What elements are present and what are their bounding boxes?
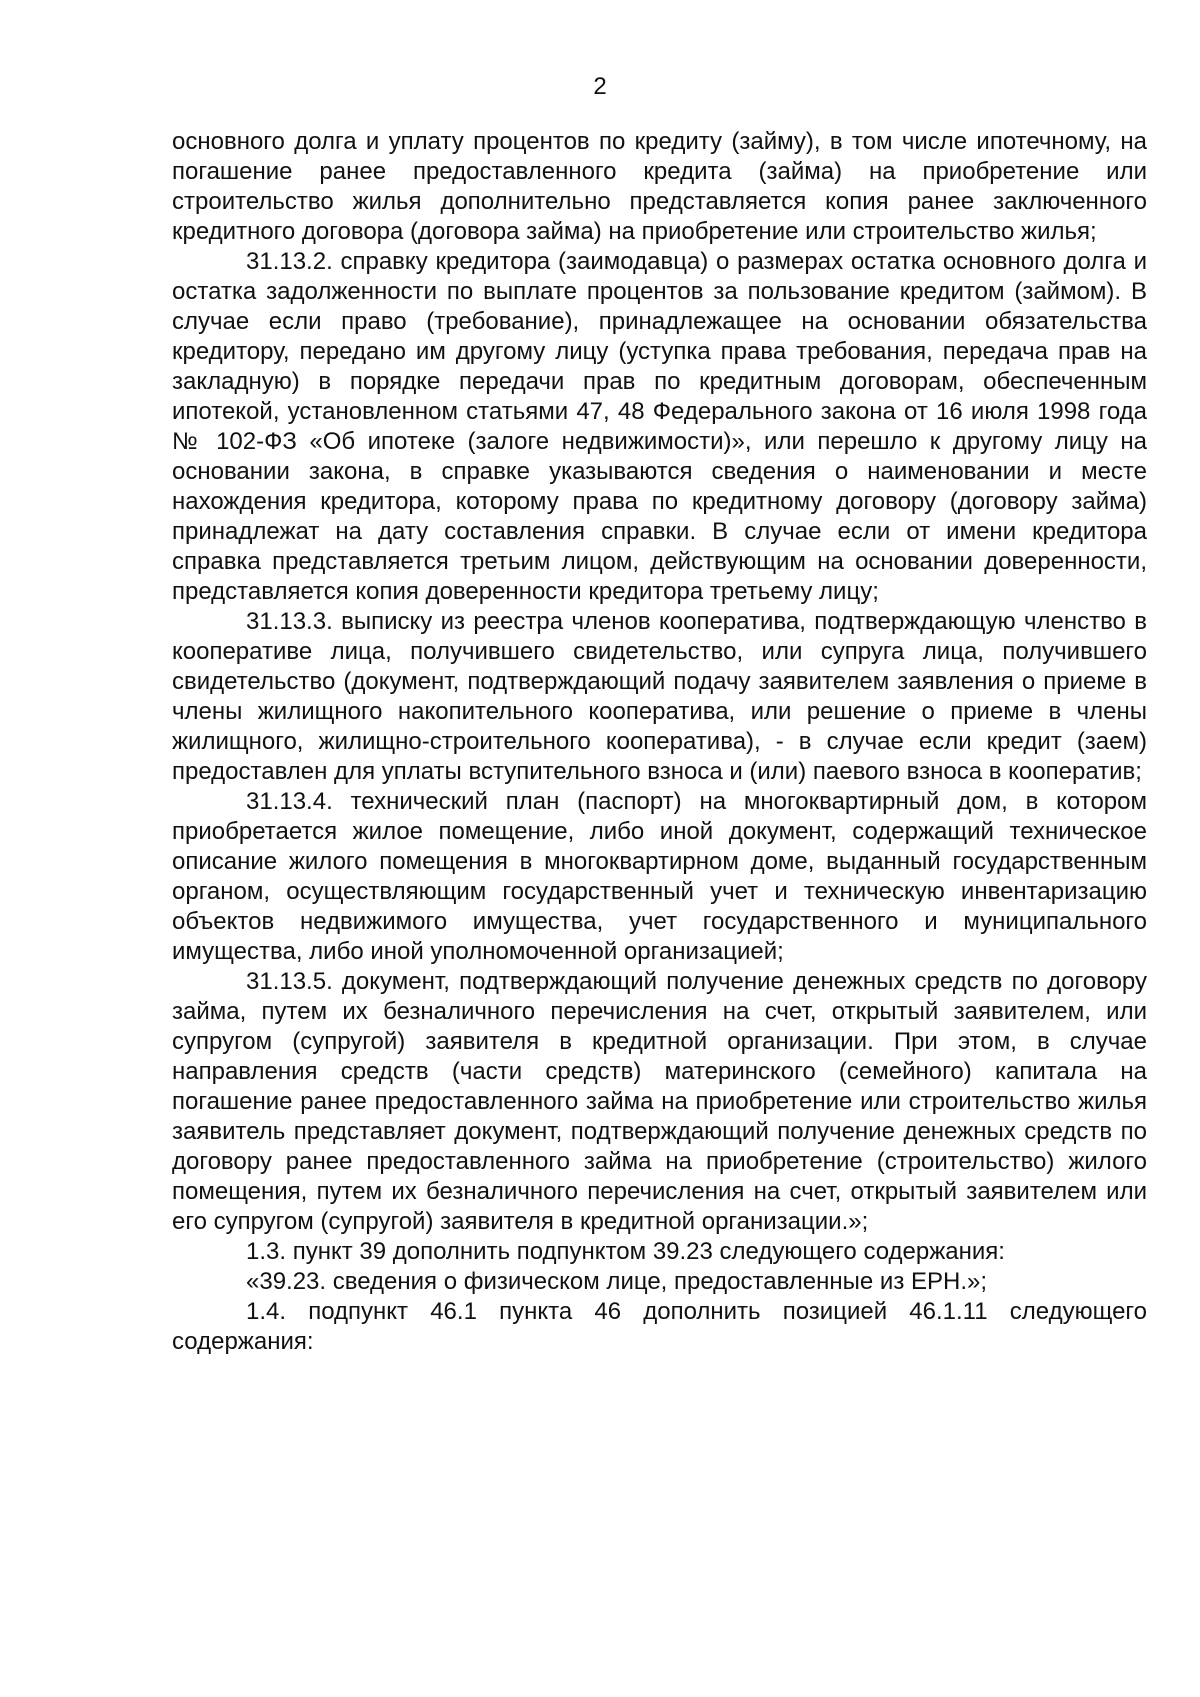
paragraph-31-13-5: 31.13.5. документ, подтверждающий получение денежных средств по договору займа, путем их безналичного перечисления на счет, открытый заявителем, или супругом (супругой) заявителя в кредитной организации. При этом, в случае направления средств (части средств) материнского (семейного) капитала на погашение ранее предоставленного займа на приобретение или строительство жилья заявитель представляет документ, подтверждающий получение денежных средств по договору ранее предоставленного займа на приобретение (строительство) жилого помещения, путем их безналичного перечисления на счет, открытый заявителем или его супругом (супругой) заявителя в кредитной организации.»;	[172, 968, 1147, 1235]
paragraph-31-13-4: 31.13.4. технический план (паспорт) на многоквартирный дом, в котором приобретается жилое помещение, либо иной документ, содержащий техническое описание жилого помещения в многоквартирном доме, выданный государственным органом, осуществляющим государственный учет и техническую инвентаризацию объектов недвижимого имущества, учет государственного и муниципального имущества, либо иной уполномоченной организацией;	[172, 788, 1147, 965]
paragraph-1-4: 1.4. подпункт 46.1 пункта 46 дополнить позицией 46.1.11 следующего содержания:	[172, 1298, 1147, 1355]
page-number: 2	[593, 73, 607, 100]
paragraph-31-13-3: 31.13.3. выписку из реестра членов кооператива, подтверждающую членство в кооперативе лица, получившего свидетельство, или супруга лица, получившего свидетельство (документ, подтверждающий подачу заявителем заявления о приеме в члены жилищного накопительного кооператива, или решение о приеме в члены жилищного, жилищно-строительного кооператива), - в случае если кредит (заем) предоставлен для уплаты вступительного взноса и (или) паевого взноса в кооператив;	[172, 608, 1147, 785]
paragraph-continuation: основного долга и уплату процентов по кредиту (займу), в том числе ипотечному, на погашение ранее предоставленного кредита (займа) на приобретение или строительство жилья дополнительно представляется копия ранее заключенного кредитного договора (договора займа) на приобретение или строительство жилья;	[172, 128, 1147, 245]
paragraph-1-3: 1.3. пункт 39 дополнить подпунктом 39.23 следующего содержания:	[246, 1238, 1005, 1265]
paragraph-39-23: «39.23. сведения о физическом лице, предоставленные из ЕРН.»;	[246, 1268, 988, 1295]
document-body	[172, 127, 1147, 1357]
paragraph-31-13-2: 31.13.2. справку кредитора (заимодавца) о размерах остатка основного долга и остатка задолженности по выплате процентов за пользование кредитом (займом). В случае если право (требование), принадлежащее на основании обязательства кредитору, передано им другому лицу (уступка права требования, передача прав на закладную) в порядке передачи прав по кредитным договорам, обеспеченным ипотекой, установленном статьями 47, 48 Федерального закона от 16 июля 1998 года № 102-ФЗ «Об ипотеке (залоге недвижимости)», или перешло к другому лицу на основании закона, в справке указываются сведения о наименовании и месте нахождения кредитора, которому права по кредитному договору (договору займа) принадлежат на дату составления справки. В случае если от имени кредитора справка представляется третьим лицом, действующим на основании доверенности, представляется копия доверенности кредитора третьему лицу;	[172, 248, 1147, 605]
